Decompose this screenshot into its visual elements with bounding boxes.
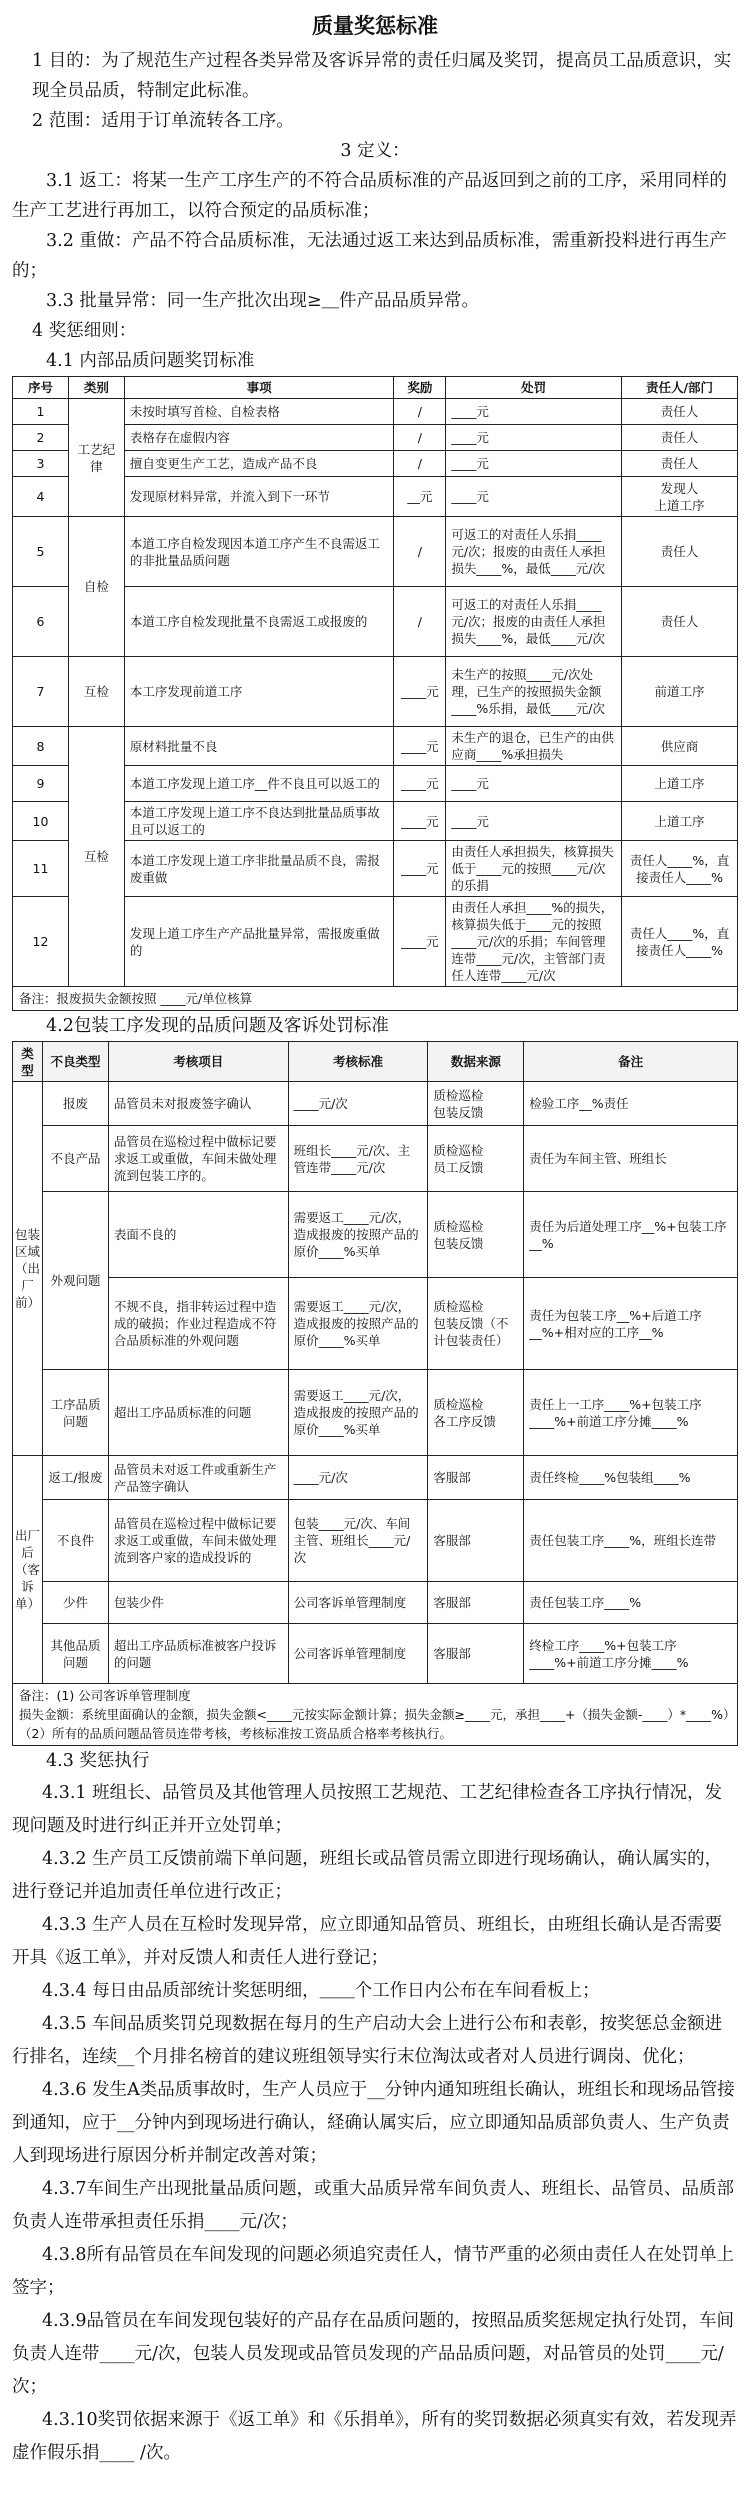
table-row: 6 本道工序自检发现批量不良需返工或报废的 / 可返工的对责任人乐捐____元/次；报废的由责任人承担损失____%，最低____元/次 责任人 [13,587,738,657]
table-row: 2 表格存在虚假内容 / ____元 责任人 [13,425,738,451]
table-row: 10 本道工序发现上道工序不良达到批量品质事故且可以返工的 ____元 ____元 上道工序 [13,802,738,841]
table-row: 1 工艺纪律 未按时填写首检、自检表格 / ____元 责任人 [13,399,738,425]
col-defect-type: 不良类型 [43,1042,109,1082]
section-4-3-heading: 4.3 奖惩执行 [46,1751,150,1771]
table-row: 11 本道工序发现上道工序非批量品质不良，需报废重做 ____元 由责任人承担损失，核算损失低于____元的按照____元/次的乐捐 责任人____%，直接责任人____% [13,841,738,897]
rule-4-3-1: 4.3.1 班组长、品管员及其他管理人员按照工艺规范、工艺纪律检查各工序执行情况，发现问题及时进行纠正并开立处罚单； [12,1783,723,1836]
table-row: 外观问题 表面不良的 需要返工____元/次，造成报废的按照产品的原价____%买单 质检巡检 包装反馈 责任为后道处理工序__%+包装工序__% [13,1192,738,1278]
definition-redo: 3.2 重做：产品不符合品质标准，无法通过返工来达到品质标准，需重新投料进行再生产的； [12,231,727,281]
col-assess-std: 考核标准 [288,1042,428,1082]
section-4-1-heading: 4.1 内部品质问题奖罚标准 [46,351,255,371]
col-penalty: 处罚 [446,377,622,399]
rule-4-3-9: 4.3.9品管员在车间发现包装好的产品存在品质问题的，按照品质奖惩规定执行处罚，车间负责人连带____元/次，包装人员发现或品管员发现的产品品质问题，对品管员的处罚____元/次； [12,2311,735,2397]
scope-paragraph: 2 范围：适用于订单流转各工序。 [32,111,294,131]
table-row: 5 自检 本道工序自检发现因本道工序产生不良需返工的非批量品质问题 / 可返工的对责任人乐捐____元/次；报废的由责任人承担损失____%，最低____元/次 责任人 [13,517,738,587]
table-row: 工序品质问题 超出工序品质标准的问题 需要返工____元/次，造成报废的按照产品的原价____%买单 质检巡检 各工序反馈 责任上一工序____%+包装工序____%+前道工序分摊____% [13,1370,738,1456]
rule-4-3-5: 4.3.5 车间品质奖罚兑现数据在每月的生产启动大会上进行公布和表彰，按奖惩总金额进行排名，连续__个月排名榜首的建议班组领导实行末位淘汰或者对人员进行调岗、优化； [12,2014,723,2067]
table-row: 12 发现上道工序生产产品批量异常，需报废重做的 ____元 由责任人承担____%的损失，核算损失低于____元的按照____元/次的乐捐；车间管理连带____元/次，主管部门责任人连带____元/次 责任人____%，直接责任人____% [13,897,738,987]
definitions-heading: 3 定义： [340,141,410,161]
table2-note [12,1684,738,1746]
col-reward: 奖励 [394,377,446,399]
document-title: 质量奖惩标准 [312,13,438,38]
category-cell: 工艺纪律 [68,399,124,517]
table1-note: 备注：报废损失金额按照 ____元/单位核算 [12,987,738,1011]
col-item: 事项 [124,377,394,399]
rule-4-3-2: 4.3.2 生产员工反馈前端下单问题，班组长或品管员需立即进行现场确认，确认属实的，进行登记并追加责任单位进行改正； [12,1849,723,1902]
rule-4-3-6: 4.3.6 发生A类品质事故时，生产人员应于__分钟内通知班组长确认，班组长和现场品管接到通知，应于__分钟内到现场进行确认，経确认属实后，应立即通知品质部负责人、生产负责人到现场进行原因分析并制定改善对策； [12,2080,735,2166]
col-data-source: 数据来源 [428,1042,524,1082]
table-row: 出厂后（客诉单） 返工/报废 品管员未对返工件或重新生产产品签字确认 ____元/次 客服部 责任终检____%包装组____% [13,1456,738,1500]
area-cell: 包装区域（出厂前） [13,1082,43,1456]
table-row: 少件 包装少件 公司客诉单管理制度 客服部 责任包装工序____% [13,1582,738,1624]
rule-4-3-10: 4.3.10奖罚依据来源于《返工单》和《乐捐单》，所有的奖罚数据必须真实有效，若发现弄虚作假乐捐____ /次。 [12,2410,737,2463]
table-row: 9 本道工序发现上道工序__件不良且可以返工的 ____元 ____元 上道工序 [13,766,738,802]
table-row: 7 互检 本工序发现前道工序 ____元 未生产的按照____元/次处理，已生产的按照损失金额____%乐捐，最低____元/次 前道工序 [13,657,738,727]
col-category: 类别 [68,377,124,399]
internal-quality-table [12,376,738,987]
table-header-row [13,1042,738,1082]
definition-batch-anomaly: 3.3 批量异常：同一生产批次出现≥＿件产品品质异常。 [46,291,480,311]
col-remark: 备注 [524,1042,738,1082]
purpose-paragraph: 1 目的：为了规范生产过程各类异常及客诉异常的责任归属及奖罚，提高员工品质意识，实现全员品质，特制定此标准。 [32,51,732,101]
table-row: 不规不良，指非转运过程中造成的破损；作业过程造成不符合品质标准的外观问题 需要返工____元/次，造成报废的按照产品的原价____%买单 质检巡检 包装反馈（不计包装责任） 责任为包装工序__%+后道工序__%+相对应的工序__% [13,1278,738,1370]
table-row: 其他品质问题 超出工序品质标准被客户投诉的问题 公司客诉单管理制度 客服部 终检工序____%+包装工序____%+前道工序分摊____% [13,1624,738,1684]
table2-note-line-2: 损失金额：系统里面确认的金额，损失金额<____元按实际金额计算；损失金额≥____元，承担____+（损失金额-____）*____%） [19,1707,736,1722]
table2-note-line-3: （2）所有的品质问题品管员连带考核，考核标准按工资品质合格率考核执行。 [19,1726,452,1741]
rules-heading: 4 奖惩细则： [32,321,137,341]
category-cell: 互检 [68,727,124,987]
rule-4-3-8: 4.3.8所有品管员在车间发现的问题必须追究责任人，情节严重的必须由责任人在处罚单上签字； [12,2245,735,2298]
rule-4-3-4: 4.3.4 每日由品质部统计奖惩明细，＿＿个工作日内公布在车间看板上； [42,1981,600,2001]
rule-4-3-7: 4.3.7车间生产出现批量品质问题，或重大品质异常车间负责人、班组长、品管员、品质部负责人连带承担责任乐捐____元/次； [12,2179,735,2232]
category-cell: 自检 [68,517,124,657]
table-row: 8 互检 原材料批量不良 ____元 未生产的退仓，已生产的由供应商____%承担损失 供应商 [13,727,738,766]
category-cell: 互检 [68,657,124,727]
rule-4-3-3: 4.3.3 生产人员在互检时发现异常，应立即通知品管员、班组长，由班组长确认是否需要开具《返工单》，并对反馈人和责任人进行登记； [12,1915,723,1968]
area-cell: 出厂后（客诉单） [13,1456,43,1684]
table2-note-line-1: 备注：(1) 公司客诉单管理制度 [19,1688,191,1703]
table-row: 3 擅自变更生产工艺，造成产品不良 / ____元 责任人 [13,451,738,477]
table-row: 4 发现原材料异常，并流入到下一环节 __元 ____元 发现人 上道工序 [13,477,738,517]
table-row: 不良件 品管员在巡检过程中做标记要求返工或重做，车间未做处理流到客户家的造成投诉的 包装____元/次、车间主管、班组长____元/次 客服部 责任包装工序____%，班组长连带 [13,1500,738,1582]
table-row: 包装区域（出厂前） 报废 品管员未对报废签字确认 ____元/次 质检巡检 包装反馈 检验工序__%责任 [13,1082,738,1126]
col-assess-item: 考核项目 [108,1042,288,1082]
col-type: 类型 [13,1042,43,1082]
table-header-row [13,377,738,399]
packaging-complaint-table [12,1041,738,1684]
col-no: 序号 [13,377,69,399]
section-4-2-heading: 4.2包装工序发现的品质问题及客诉处罚标准 [46,1016,389,1036]
col-responsible: 责任人/部门 [622,377,738,399]
definition-rework: 3.1 返工：将某一生产工序生产的不符合品质标准的产品返回到之前的工序，采用同样的生产工艺进行再加工，以符合预定的品质标准； [12,171,727,221]
table-row: 不良产品 品管员在巡检过程中做标记要求返工或重做，车间未做处理流到包装工序的。 班组长____元/次、主管连带____元/次 质检巡检 员工反馈 责任为车间主管、班组长 [13,1126,738,1192]
